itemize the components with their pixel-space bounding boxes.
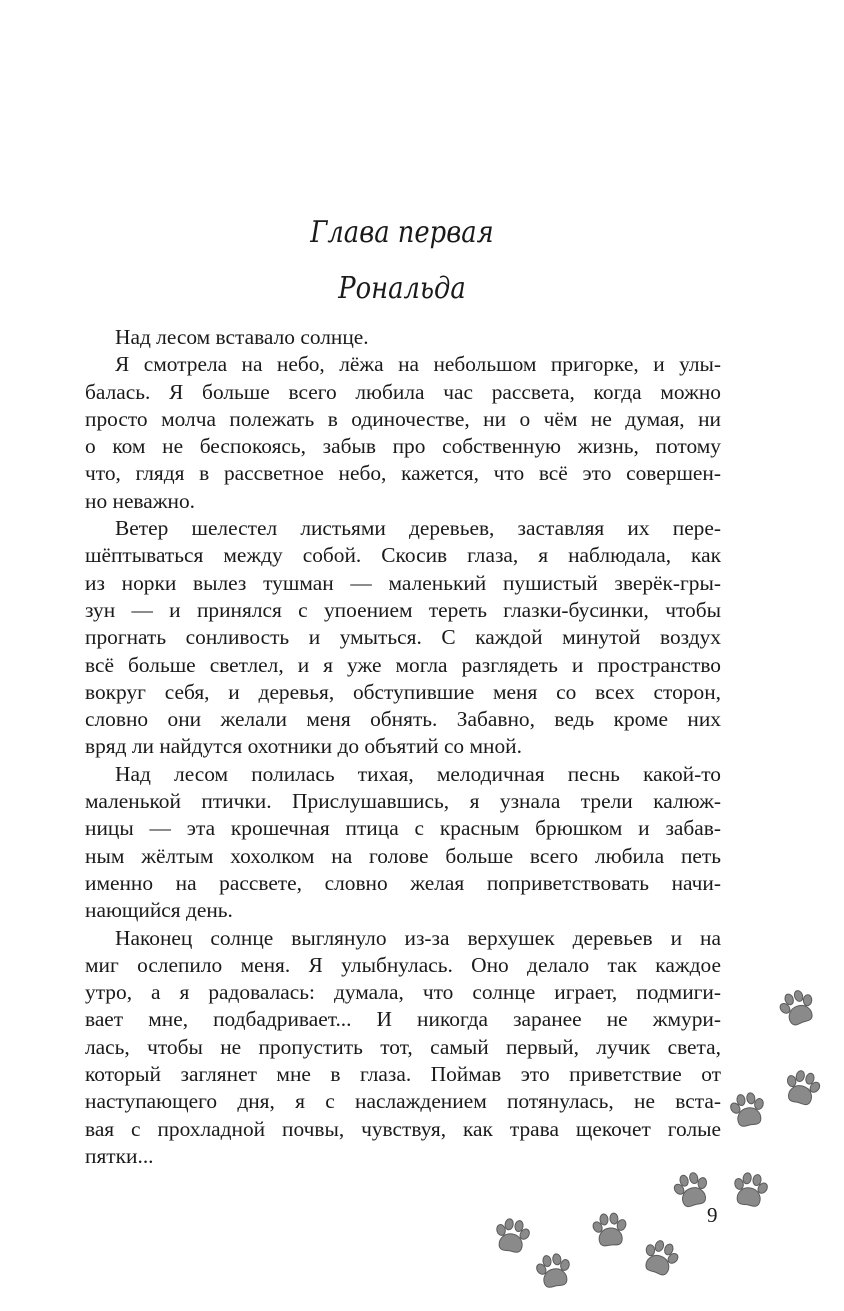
text-line: ницы — эта крошечная птица с красным брюшком и забав- xyxy=(85,816,721,841)
text-line: вокруг себя, и деревья, обступившие меня со всех сторон, xyxy=(85,679,721,704)
paw-print-icon xyxy=(725,1089,771,1133)
text-line: вает мне, подбадривает... И никогда заранее не жмури- xyxy=(85,1007,721,1032)
paragraph xyxy=(85,925,721,1171)
chapter-title: Рональда xyxy=(338,271,466,306)
text-line: прогнать сонливость и умыться. С каждой минутой воздух xyxy=(85,625,721,650)
chapter-number: Глава первая xyxy=(310,215,494,250)
chapter-heading xyxy=(56,205,747,317)
paw-print-icon xyxy=(635,1234,686,1283)
page-number: 9 xyxy=(707,1203,718,1227)
paw-print-icon xyxy=(531,1250,577,1294)
text-line: пятки... xyxy=(85,1143,154,1168)
text-line: вая с прохладной почвы, чувствуя, как трава щекочет голые xyxy=(85,1116,721,1141)
text-line: но неважно. xyxy=(85,488,196,513)
text-line: Над лесом полилась тихая, мелодичная песнь какой-то xyxy=(115,761,721,786)
text-line: миг ослепило меня. Я улыбнулась. Оно делало так каждое xyxy=(85,952,721,977)
text-line: утро, а я радовалась: думала, что солнце играет, подмиги- xyxy=(85,980,721,1005)
text-line: наступающего дня, я с наслаждением потянулась, не вста- xyxy=(85,1089,721,1114)
paragraph xyxy=(85,515,721,761)
paragraph xyxy=(85,351,721,515)
text-line: зун — и принялся с упоением тереть глазки-бусинки, чтобы xyxy=(85,597,721,622)
text-line: Я смотрела на небо, лёжа на небольшом пригорке, и улы- xyxy=(115,352,721,377)
text-line: что, глядя в рассветное небо, кажется, что всё это совершен- xyxy=(85,461,721,486)
text-line: Над лесом вставало солнце. xyxy=(115,325,369,349)
text-line: лась, чтобы не пропустить тот, самый первый, лучик света, xyxy=(85,1034,721,1059)
text-line: шёптываться между собой. Скосив глаза, я наблюдала, как xyxy=(85,543,721,568)
text-line: балась. Я больше всего любила час рассвета, когда можно xyxy=(85,379,721,404)
body-text xyxy=(85,324,721,1170)
paw-print-icon xyxy=(727,1169,773,1213)
text-line: именно на рассвете, словно желая поприветствовать начи- xyxy=(85,870,721,895)
text-line: ным жёлтым хохолком на голове больше всего любила петь xyxy=(85,843,721,868)
text-line: Ветер шелестел листьями деревьев, заставляя их пере- xyxy=(115,516,721,541)
text-line: словно они желали меня обнять. Забавно, ведь кроме них xyxy=(85,707,721,732)
paw-print-icon xyxy=(773,984,824,1033)
paragraph xyxy=(85,324,721,351)
paw-print-icon xyxy=(778,1065,826,1112)
paragraph xyxy=(85,761,721,925)
text-line: маленькой птички. Прислушавшись, я узнала трели калюж- xyxy=(85,789,721,814)
paw-print-icon xyxy=(489,1215,535,1259)
paw-print-icon xyxy=(588,1210,631,1251)
text-line: вряд ли найдутся охотники до объятий со мной. xyxy=(85,734,522,759)
text-line: просто молча полежать в одиночестве, ни о чём не думая, ни xyxy=(85,406,721,431)
text-line: Наконец солнце выглянуло из-за верхушек деревьев и на xyxy=(115,925,721,950)
text-line: который заглянет мне в глаза. Поймав это приветствие от xyxy=(85,1062,721,1087)
text-line: о ком не беспокоясь, забыв про собственную жизнь, потому xyxy=(85,434,721,459)
text-line: всё больше светлел, и я уже могла разглядеть и пространство xyxy=(85,652,721,677)
text-line: нающийся день. xyxy=(85,898,233,923)
text-line: из норки вылез тушман — маленький пушистый зверёк-гры- xyxy=(85,570,721,595)
